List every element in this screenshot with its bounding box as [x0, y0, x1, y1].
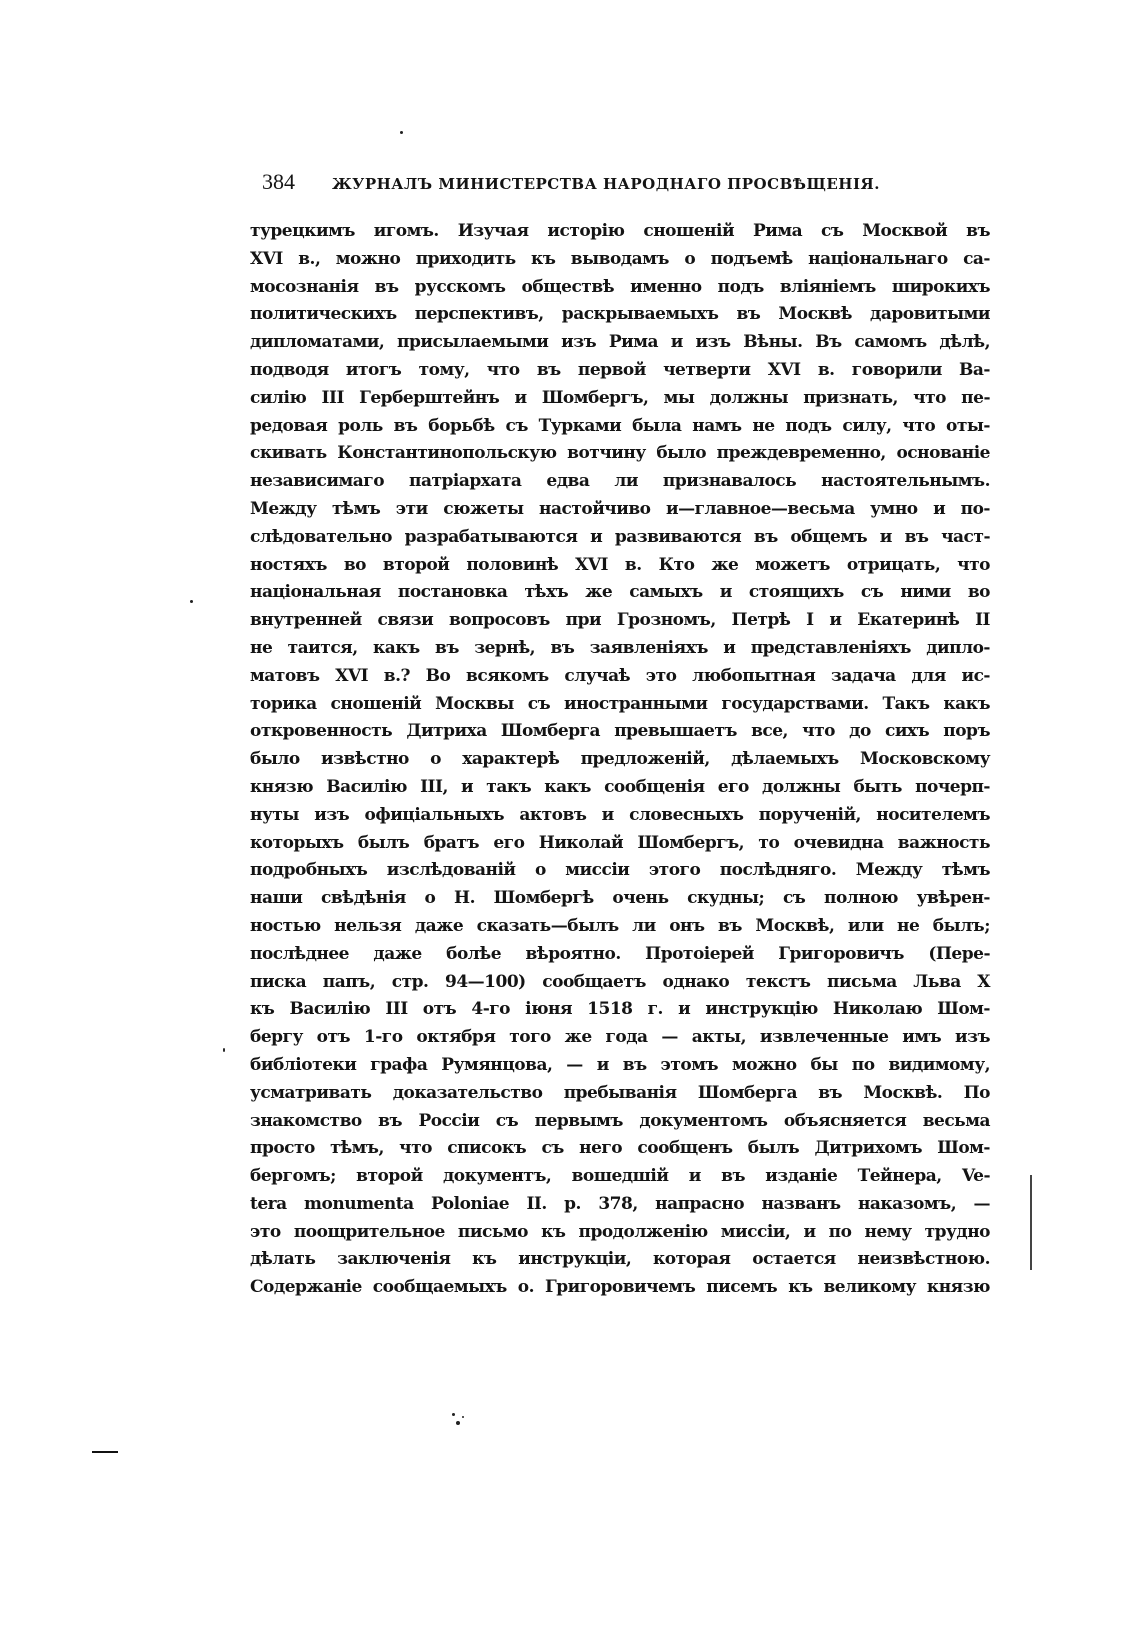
text-line: XVI в., можно приходить къ выводамъ о подъемѣ національнаго са-: [250, 248, 990, 269]
page-number: 384: [262, 169, 295, 194]
text-line: ностью нельзя даже сказать—былъ ли онъ въ Москвѣ, или не былъ;: [250, 915, 990, 936]
text-line: послѣднее даже болѣе вѣроятно. Протоіерей Григоровичъ (Пере-: [250, 943, 990, 964]
text-line: откровенность Дитриха Шомберга превышаетъ все, что до сихъ поръ: [250, 721, 990, 742]
text-line: силію III Герберштейнъ и Шомбергъ, мы должны признать, что пе-: [250, 387, 990, 408]
running-head: ЖУРНАЛЪ МИНИСТЕРСТВА НАРОДНАГО ПРОСВѢЩЕНІЯ.: [332, 175, 880, 193]
text-line: подводя итогъ тому, что въ первой четверти XVI в. говорили Ва-: [250, 359, 990, 380]
text-line: писка папъ, стр. 94—100) сообщаетъ однако текстъ письма Льва X: [250, 971, 990, 992]
text-line: Между тѣмъ эти сюжеты настойчиво и—главное—весьма умно и по-: [250, 498, 990, 519]
text-line: ностяхъ во второй половинѣ XVI в. Кто же можетъ отрицать, что: [250, 554, 990, 575]
text-line: внутренней связи вопросовъ при Грозномъ, Петрѣ I и Екатеринѣ II: [250, 610, 990, 631]
page-header: [262, 168, 930, 196]
ink-speck: [400, 131, 403, 134]
text-line: національная постановка тѣхъ же самыхъ и стоящихъ съ ними во: [250, 582, 990, 603]
text-line: бергомъ; второй документъ, вошедшій и въ изданіе Тейнера, Ve-: [250, 1166, 990, 1187]
text-line: знакомство въ Россіи съ первымъ документомъ объясняется весьма: [250, 1110, 990, 1131]
text-line: библіотеки графа Румянцова, — и въ этомъ можно бы по видимому,: [250, 1054, 990, 1075]
text-line: не таится, какъ въ зернѣ, въ заявленіяхъ и представленіяхъ дипло-: [250, 637, 990, 658]
dash-mark: [92, 1451, 118, 1453]
text-line: наши свѣдѣнія о Н. Шомбергѣ очень скудны; съ полною увѣрен-: [250, 888, 990, 909]
text-line: бергу отъ 1-го октября того же года — акты, извлеченные имъ изъ: [250, 1027, 990, 1048]
text-line: къ Василію III отъ 4-го іюня 1518 г. и инструкцію Николаю Шом-: [250, 999, 990, 1020]
text-line: князю Василію III, и такъ какъ сообщенія его должны быть почерп-: [250, 776, 990, 797]
text-line: это поощрительное письмо къ продолженію миссіи, и по нему трудно: [250, 1221, 990, 1242]
text-line: скивать Константинопольскую вотчину было преждевременно, основаніе: [250, 443, 990, 464]
text-line: подробныхъ изслѣдованій о миссіи этого послѣдняго. Между тѣмъ: [250, 860, 990, 881]
text-line: дѣлать заключенія къ инструкціи, которая остается неизвѣстною.: [250, 1249, 990, 1270]
body-text: [250, 218, 990, 1302]
text-line: слѣдовательно разрабатываются и развиваются въ общемъ и въ част-: [250, 526, 990, 547]
ink-speck: [456, 1421, 460, 1425]
text-line: дипломатами, присылаемыми изъ Рима и изъ Вѣны. Въ самомъ дѣлѣ,: [250, 332, 990, 353]
text-line: матовъ XVI в.? Во всякомъ случаѣ это любопытная задача для ис-: [250, 665, 990, 686]
text-line: политическихъ перспективъ, раскрываемыхъ въ Москвѣ даровитыми: [250, 304, 990, 325]
text-line: было извѣстно о характерѣ предложеній, дѣлаемыхъ Московскому: [250, 749, 990, 770]
text-line: турецкимъ игомъ. Изучая исторію сношеній Рима съ Москвой въ: [250, 221, 990, 241]
text-line: Содержаніе сообщаемыхъ о. Григоровичемъ писемъ къ великому князю: [250, 1277, 990, 1298]
text-line: tera monumenta Poloniae II. p. 378, напрасно названъ наказомъ, —: [250, 1193, 990, 1214]
text-line: торика сношеній Москвы съ иностранными государствами. Такъ какъ: [250, 693, 990, 714]
text-line: которыхъ былъ братъ его Николай Шомбергъ, то очевидна важность: [250, 832, 990, 853]
text-line: усматривать доказательство пребыванія Шомберга въ Москвѣ. По: [250, 1082, 990, 1103]
text-line: независимаго патріархата едва ли признавалось настоятельнымъ.: [250, 471, 990, 492]
ink-speck: [462, 1416, 464, 1418]
margin-rule: [1030, 1175, 1032, 1270]
text-line: просто тѣмъ, что списокъ съ него сообщенъ былъ Дитрихомъ Шом-: [250, 1138, 990, 1159]
ink-speck: [452, 1413, 455, 1416]
text-line: редовая роль въ борьбѣ съ Турками была намъ не подъ силу, что оты-: [250, 415, 990, 436]
ink-speck: [190, 600, 193, 603]
text-line: мосознанія въ русскомъ обществѣ именно подъ вліяніемъ широкихъ: [250, 276, 990, 297]
text-line: нуты изъ офиціальныхъ актовъ и словесныхъ порученій, носителемъ: [250, 804, 990, 825]
ink-speck: [223, 1048, 225, 1052]
